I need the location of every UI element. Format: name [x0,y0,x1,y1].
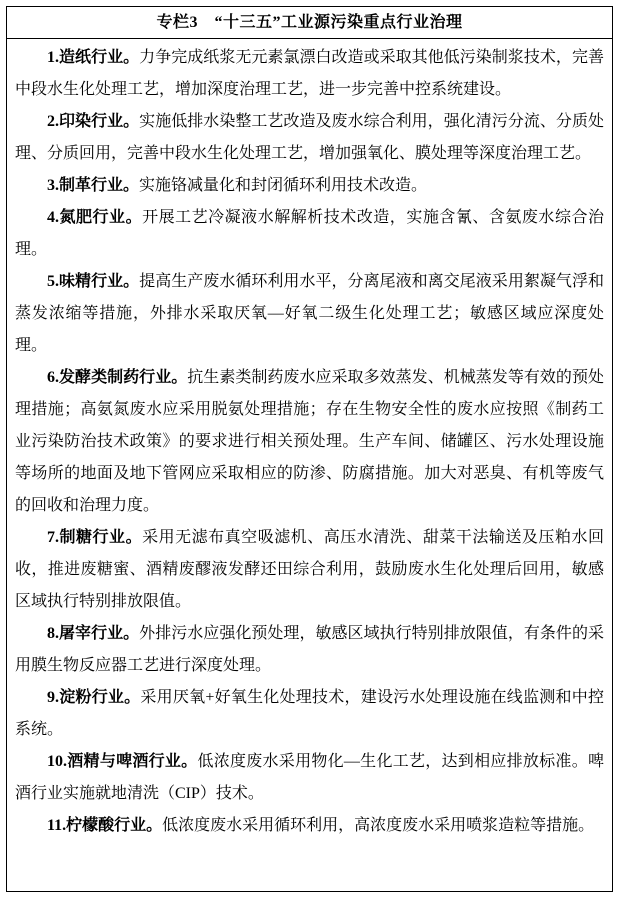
industry-item-text: 低浓度废水采用循环利用，高浓度废水采用喷浆造粒等措施。 [162,817,595,834]
industry-item-label: 9.淀粉行业。 [47,689,141,706]
industry-item-text: 采用无滤布真空吸滤机、高压水清洗、甜菜干法输送及压粕水回收，推进废糖蜜、酒精废醪液发酵还田综合利用，鼓励废水生化处理后回用，敏感区域执行特别排放限值。 [15,529,604,610]
industry-item-text: 低浓度废水采用物化—生化工艺，达到相应排放标准。啤酒行业实施就地清洗（CIP）技术。 [15,753,604,802]
box-body [7,39,612,846]
industry-item-label: 4.氮肥行业。 [47,209,143,226]
industry-item-label: 5.味精行业。 [47,273,140,290]
industry-item-label: 2.印染行业。 [47,113,140,130]
industry-item-fermentation-pharma [15,362,604,522]
industry-item-tanning [15,170,604,202]
industry-item-label: 1.造纸行业。 [47,49,140,66]
industry-item-dyeing [15,106,604,170]
industry-item-text: 开展工艺冷凝液水解解析技术改造，实施含氰、含氨废水综合治理。 [15,209,604,258]
industry-item-text: 实施低排水染整工艺改造及废水综合利用，强化清污分流、分质处理、分质回用，完善中段水生化处理工艺，增加强氧化、膜处理等深度治理工艺。 [15,113,604,162]
policy-column-box [6,6,613,892]
industry-item-text: 提高生产废水循环利用水平，分离尾液和离交尾液采用絮凝气浮和蒸发浓缩等措施，外排水采取厌氧—好氧二级生化处理工艺；敏感区域应深度处理。 [15,273,604,354]
industry-item-starch [15,682,604,746]
industry-item-label: 10.酒精与啤酒行业。 [47,753,198,770]
box-title: 专栏3 “十三五”工业源污染重点行业治理 [7,7,612,39]
industry-item-text: 抗生素类制药废水应采取多效蒸发、机械蒸发等有效的预处理措施；高氨氮废水应采用脱氨处理措施；存在生物安全性的废水应按照《制药工业污染防治技术政策》的要求进行相关预处理。生产车间、储罐区、污水处理设施等场所的地面及地下管网应采取相应的防渗、防腐措施。加大对恶臭、有机等废气的回收和治理力度。 [15,369,604,514]
industry-item-text: 力争完成纸浆无元素氯漂白改造或采取其他低污染制浆技术，完善中段水生化处理工艺，增加深度治理工艺，进一步完善中控系统建设。 [15,49,604,98]
industry-item-label: 8.屠宰行业。 [47,625,140,642]
industry-item-paper [15,42,604,106]
industry-item-sugar [15,522,604,618]
industry-item-citric-acid [15,810,604,842]
industry-item-label: 6.发酵类制药行业。 [47,369,188,386]
industry-item-label: 7.制糖行业。 [47,529,143,546]
industry-item-label: 11.柠檬酸行业。 [47,817,163,834]
industry-item-text: 外排污水应强化预处理，敏感区域执行特别排放限值，有条件的采用膜生物反应器工艺进行深度处理。 [15,625,604,674]
industry-item-text: 采用厌氧+好氧生化处理技术，建设污水处理设施在线监测和中控系统。 [15,689,604,738]
industry-item-nitrogen-fertilizer [15,202,604,266]
industry-item-msg [15,266,604,362]
industry-item-text: 实施铬减量化和封闭循环利用技术改造。 [139,177,428,194]
industry-item-slaughter [15,618,604,682]
industry-item-label: 3.制革行业。 [47,177,140,194]
industry-item-alcohol-beer [15,746,604,810]
